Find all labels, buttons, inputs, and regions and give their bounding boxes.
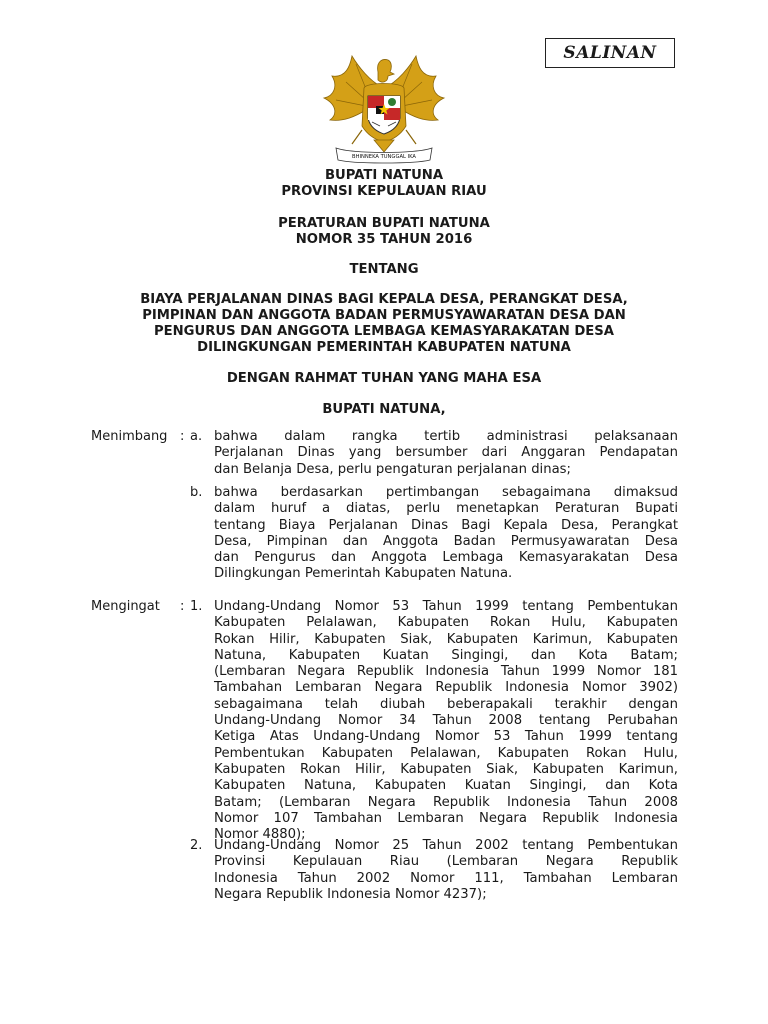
menimbang-marker-a: a. (190, 429, 203, 444)
text-line: Undang-Undang Nomor 53 Tahun 1999 tentang Pembentukan (214, 599, 678, 614)
regulation-number: NOMOR 35 TAHUN 2016 (295, 232, 473, 247)
garuda-emblem-icon (322, 52, 446, 164)
text-line: tentang Biaya Perjalanan Dinas Bagi Kepala Desa, Perangkat (214, 517, 678, 533)
mengingat-item-1 (214, 599, 678, 843)
text-line: dalam huruf a diatas, perlu menetapkan Peraturan Bupati (214, 501, 678, 517)
subject-line: DILINGKUNGAN PEMERINTAH KABUPATEN NATUNA (197, 340, 571, 355)
mengingat-marker-1: 1. (190, 599, 203, 614)
salinan-label: SALINAN (563, 43, 657, 63)
heading-province: PROVINSI KEPULAUAN RIAU (281, 184, 487, 199)
text-line: (Lembaran Negara Republik Indonesia Tahun 1999 Nomor 181 (214, 664, 678, 680)
text-line: Provinsi Kepulauan Riau (Lembaran Negara Republik (214, 854, 678, 870)
text-line: Kabupaten Rokan Hilir, Kabupaten Siak, Kabupaten Karimun, (214, 761, 678, 777)
text-line: Undang-Undang Nomor 34 Tahun 2008 tentang Perubahan (214, 713, 678, 729)
text-line: Kabupaten Pelalawan, Kabupaten Rokan Hulu, Kabupaten (214, 615, 678, 631)
text-line: Nomor 107 Tambahan Lembaran Negara Republik Indonesia (214, 810, 678, 826)
text-line: Kabupaten Natuna, Kabupaten Kuatan Singingi, dan Kota (214, 778, 678, 794)
subject-line: PIMPINAN DAN ANGGOTA BADAN PERMUSYAWARATAN DESA DAN (142, 308, 626, 323)
text-line: Ketiga Atas Undang-Undang Nomor 53 Tahun 1999 tentang (214, 729, 678, 745)
mengingat-item-2 (214, 838, 678, 903)
text-line: bahwa dalam rangka tertib administrasi pelaksanaan (214, 429, 678, 444)
text-line: Undang-Undang Nomor 25 Tahun 2002 tentang Pembentukan (214, 838, 678, 853)
issuer-heading (0, 168, 768, 200)
text-line: Desa, Pimpinan dan Anggota Badan Permusyawaratan Desa (214, 533, 678, 549)
regulation-heading (0, 216, 768, 248)
text-line: Indonesia Tahun 2002 Nomor 111, Tambahan Lembaran (214, 870, 678, 886)
text-line: dan Belanja Desa, perlu pengaturan perjalanan dinas; (214, 461, 571, 477)
mengingat-label: Mengingat (91, 599, 160, 614)
about-heading: TENTANG (349, 262, 419, 277)
text-line: Natuna, Kabupaten Kuatan Singingi, dan Kota Batam; (214, 647, 678, 663)
subject-line: BIAYA PERJALANAN DINAS BAGI KEPALA DESA, PERANGKAT DESA, (140, 292, 628, 307)
text-line: Dilingkungan Pemerintah Kabupaten Natuna. (214, 566, 513, 582)
text-line: Pembentukan Kabupaten Pelalawan, Kabupaten Rokan Hulu, (214, 745, 678, 761)
text-line: Rokan Hilir, Kabupaten Siak, Kabupaten Karimun, Kabupaten (214, 631, 678, 647)
subject-heading (0, 292, 768, 356)
issuer-name: BUPATI NATUNA, (322, 402, 446, 417)
text-line: Tambahan Lembaran Negara Republik Indonesia Nomor 3902) (214, 680, 678, 696)
text-line: Negara Republik Indonesia Nomor 4237); (214, 886, 487, 902)
mengingat-colon: : (180, 599, 185, 614)
text-line: dan Pengurus dan Anggota Lembaga Kemasyarakatan Desa (214, 550, 678, 566)
menimbang-colon: : (180, 429, 185, 444)
text-line: bahwa berdasarkan pertimbangan sebagaimana dimaksud (214, 485, 678, 500)
text-line: Batam; (Lembaran Negara Republik Indonesia Tahun 2008 (214, 794, 678, 810)
heading-regent: BUPATI NATUNA (324, 168, 444, 183)
emblem-motto: BHINNEKA TUNGGAL IKA (352, 154, 416, 160)
salinan-stamp (545, 38, 675, 68)
text-line: sebagaimana telah diubah beberapakali terakhir dengan (214, 696, 678, 712)
mengingat-marker-2: 2. (190, 838, 203, 853)
regulation-title: PERATURAN BUPATI NATUNA (278, 216, 490, 231)
blessing-heading: DENGAN RAHMAT TUHAN YANG MAHA ESA (226, 371, 542, 386)
menimbang-label: Menimbang (91, 429, 168, 444)
subject-line: PENGURUS DAN ANGGOTA LEMBAGA KEMASYARAKATAN DESA (153, 324, 615, 339)
menimbang-item-b (214, 485, 678, 583)
text-line: Nomor 4880); (214, 827, 306, 843)
menimbang-item-a (214, 429, 678, 478)
menimbang-marker-b: b. (190, 485, 203, 500)
text-line: Perjalanan Dinas yang bersumber dari Anggaran Pendapatan (214, 445, 678, 461)
